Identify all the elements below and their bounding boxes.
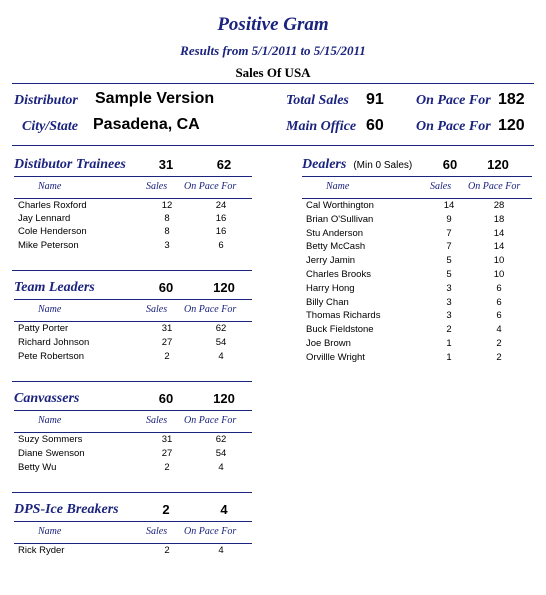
col-header-pace: On Pace For — [468, 181, 521, 192]
report-subtitle: Results from 5/1/2011 to 5/15/2011 — [180, 43, 366, 58]
col-header-rule — [14, 198, 252, 199]
row-sales: 2 — [164, 351, 170, 362]
row-sales: 8 — [164, 213, 170, 224]
col-header-sales: Sales — [146, 181, 168, 192]
row-pace: 2 — [496, 338, 502, 349]
row-sales: 7 — [446, 227, 452, 239]
section-trainees — [14, 157, 252, 257]
section-pace-total: 120 — [213, 391, 235, 406]
table-row — [302, 269, 532, 283]
table-row — [14, 337, 252, 351]
table-row — [14, 200, 252, 214]
row-sales: 31 — [161, 434, 173, 445]
city-label: City/State — [22, 119, 78, 134]
table-row — [14, 240, 252, 254]
header-top-rule — [12, 83, 534, 84]
section-divider — [12, 270, 252, 271]
row-sales: 12 — [161, 200, 173, 211]
col-header-sales: Sales — [146, 526, 168, 537]
row-pace: 4 — [218, 462, 224, 473]
row-pace: 16 — [215, 213, 227, 224]
col-header-sales: Sales — [430, 181, 452, 192]
row-sales: 27 — [161, 337, 173, 348]
section-rule — [302, 176, 532, 177]
row-sales: 5 — [446, 269, 452, 280]
section-canvassers — [14, 391, 252, 481]
row-pace: 4 — [218, 545, 224, 556]
section-sales-total: 2 — [162, 502, 170, 517]
row-sales: 2 — [446, 324, 452, 336]
on-pace-value-office: 120 — [498, 117, 525, 134]
section-sales-total: 60 — [158, 280, 174, 295]
on-pace-label-total: On Pace For — [416, 93, 491, 108]
distributor-label: Distributor — [14, 93, 78, 108]
col-header-rule — [14, 543, 252, 544]
row-pace: 28 — [493, 200, 505, 211]
col-header-pace: On Pace For — [184, 304, 237, 315]
row-name: Stu Anderson — [306, 227, 364, 239]
row-name: Pete Robertson — [18, 351, 85, 362]
row-sales: 2 — [164, 545, 170, 556]
row-sales: 3 — [446, 310, 452, 322]
row-pace: 14 — [493, 227, 505, 239]
section-title: DPS-Ice Breakers — [14, 502, 119, 517]
col-header-sales: Sales — [146, 304, 168, 315]
row-pace: 10 — [493, 269, 505, 280]
table-row — [302, 352, 532, 366]
row-name: Billy Chan — [306, 296, 349, 308]
section-pace-total: 120 — [487, 157, 509, 172]
section-icebreakers — [14, 502, 252, 562]
on-pace-value-total: 182 — [498, 91, 525, 108]
row-pace: 6 — [496, 282, 502, 294]
main-office-label: Main Office — [286, 119, 357, 134]
row-pace: 54 — [215, 448, 227, 459]
section-divider — [12, 381, 252, 382]
row-name: Jerry Jamin — [306, 255, 356, 267]
row-name: Thomas Richards — [306, 310, 381, 322]
table-row — [302, 200, 532, 214]
row-sales: 5 — [446, 255, 452, 267]
row-pace: 62 — [215, 434, 227, 445]
row-name: Cal Worthington — [306, 200, 374, 211]
report-title: Positive Gram — [217, 14, 329, 35]
section-sales-total: 60 — [442, 157, 458, 172]
row-pace: 6 — [218, 240, 224, 251]
row-name: Betty Wu — [18, 462, 57, 473]
row-name: Orvillle Wright — [306, 351, 365, 363]
row-name: Charles Brooks — [306, 269, 371, 280]
city-value: Pasadena, CA — [93, 116, 200, 133]
col-header-name: Name — [38, 181, 62, 192]
table-row — [302, 338, 532, 352]
col-header-pace: On Pace For — [184, 526, 237, 537]
table-row — [14, 226, 252, 240]
row-sales: 27 — [161, 448, 173, 459]
row-name: Rick Ryder — [18, 545, 65, 556]
section-title — [302, 157, 412, 173]
section-rule — [14, 299, 252, 300]
total-sales-label: Total Sales — [286, 93, 349, 108]
row-pace: 10 — [493, 255, 505, 267]
row-name: Suzy Sommers — [18, 434, 83, 445]
row-sales: 14 — [443, 200, 455, 211]
section-dealers — [302, 157, 532, 377]
section-title: Team Leaders — [14, 280, 95, 295]
section-rule — [14, 410, 252, 411]
row-pace: 6 — [496, 296, 502, 308]
row-pace: 2 — [496, 351, 502, 363]
table-row — [14, 448, 252, 462]
col-header-name: Name — [38, 526, 62, 537]
row-name: Mike Peterson — [18, 240, 79, 251]
header-bottom-rule — [12, 145, 534, 146]
row-name: Richard Johnson — [18, 337, 90, 348]
table-row — [302, 214, 532, 228]
col-header-rule — [302, 198, 532, 199]
section-team-leaders — [14, 280, 252, 370]
col-header-name: Name — [38, 415, 62, 426]
row-name: Charles Roxford — [18, 200, 87, 211]
row-sales: 8 — [164, 226, 170, 237]
row-name: Joe Brown — [306, 338, 351, 349]
section-divider — [12, 492, 252, 493]
section-title: Distibutor Trainees — [14, 157, 126, 172]
table-row — [14, 545, 252, 559]
main-office-value: 60 — [366, 117, 384, 134]
table-row — [302, 297, 532, 311]
row-sales: 1 — [446, 351, 452, 363]
row-sales: 31 — [161, 323, 173, 334]
section-rule — [14, 521, 252, 522]
col-header-rule — [14, 432, 252, 433]
section-pace-total: 120 — [213, 280, 235, 295]
table-row — [302, 228, 532, 242]
row-name: Buck Fieldstone — [306, 324, 374, 336]
row-sales: 3 — [446, 282, 452, 294]
section-rule — [14, 176, 252, 177]
table-row — [302, 324, 532, 338]
table-row — [302, 310, 532, 324]
row-pace: 14 — [493, 241, 505, 253]
table-row — [302, 241, 532, 255]
section-sales-total: 60 — [158, 391, 174, 406]
table-row — [14, 462, 252, 476]
row-name: Jay Lennard — [18, 213, 71, 224]
col-header-name: Name — [38, 304, 62, 315]
row-pace: 4 — [496, 324, 502, 336]
row-name: Cole Henderson — [18, 226, 87, 237]
row-sales: 2 — [164, 462, 170, 473]
row-sales: 9 — [446, 213, 452, 225]
section-title: Canvassers — [14, 391, 80, 406]
table-row — [302, 283, 532, 297]
col-header-name: Name — [326, 181, 350, 192]
row-sales: 3 — [164, 240, 170, 251]
row-sales: 3 — [446, 296, 452, 308]
table-row — [302, 255, 532, 269]
table-row — [14, 351, 252, 365]
section-note: (Min 0 Sales) — [353, 160, 413, 171]
row-name: Brian O'Sullivan — [306, 213, 374, 225]
section-title-text: Dealers — [302, 157, 347, 172]
distributor-value: Sample Version — [95, 90, 215, 107]
row-name: Diane Swenson — [18, 448, 85, 459]
table-row — [14, 434, 252, 448]
row-pace: 6 — [496, 310, 502, 322]
on-pace-label-office: On Pace For — [416, 119, 491, 134]
row-sales: 1 — [446, 338, 452, 349]
section-pace-total: 62 — [216, 157, 232, 172]
col-header-rule — [14, 321, 252, 322]
row-pace: 4 — [218, 351, 224, 362]
col-header-sales: Sales — [146, 415, 168, 426]
row-pace: 62 — [215, 323, 227, 334]
row-name: Betty McCash — [306, 241, 366, 253]
section-pace-total: 4 — [220, 502, 228, 517]
row-sales: 7 — [446, 241, 452, 253]
col-header-pace: On Pace For — [184, 181, 237, 192]
section-sales-total: 31 — [158, 157, 174, 172]
row-pace: 54 — [215, 337, 227, 348]
row-name: Patty Porter — [18, 323, 69, 334]
row-pace: 18 — [493, 213, 505, 225]
row-pace: 24 — [215, 200, 227, 211]
table-row — [14, 323, 252, 337]
company-name: Sales Of USA — [235, 65, 311, 80]
row-name: Harry Hong — [306, 282, 355, 294]
row-pace: 16 — [215, 226, 227, 237]
total-sales-value: 91 — [366, 91, 384, 108]
table-row — [14, 213, 252, 227]
col-header-pace: On Pace For — [184, 415, 237, 426]
